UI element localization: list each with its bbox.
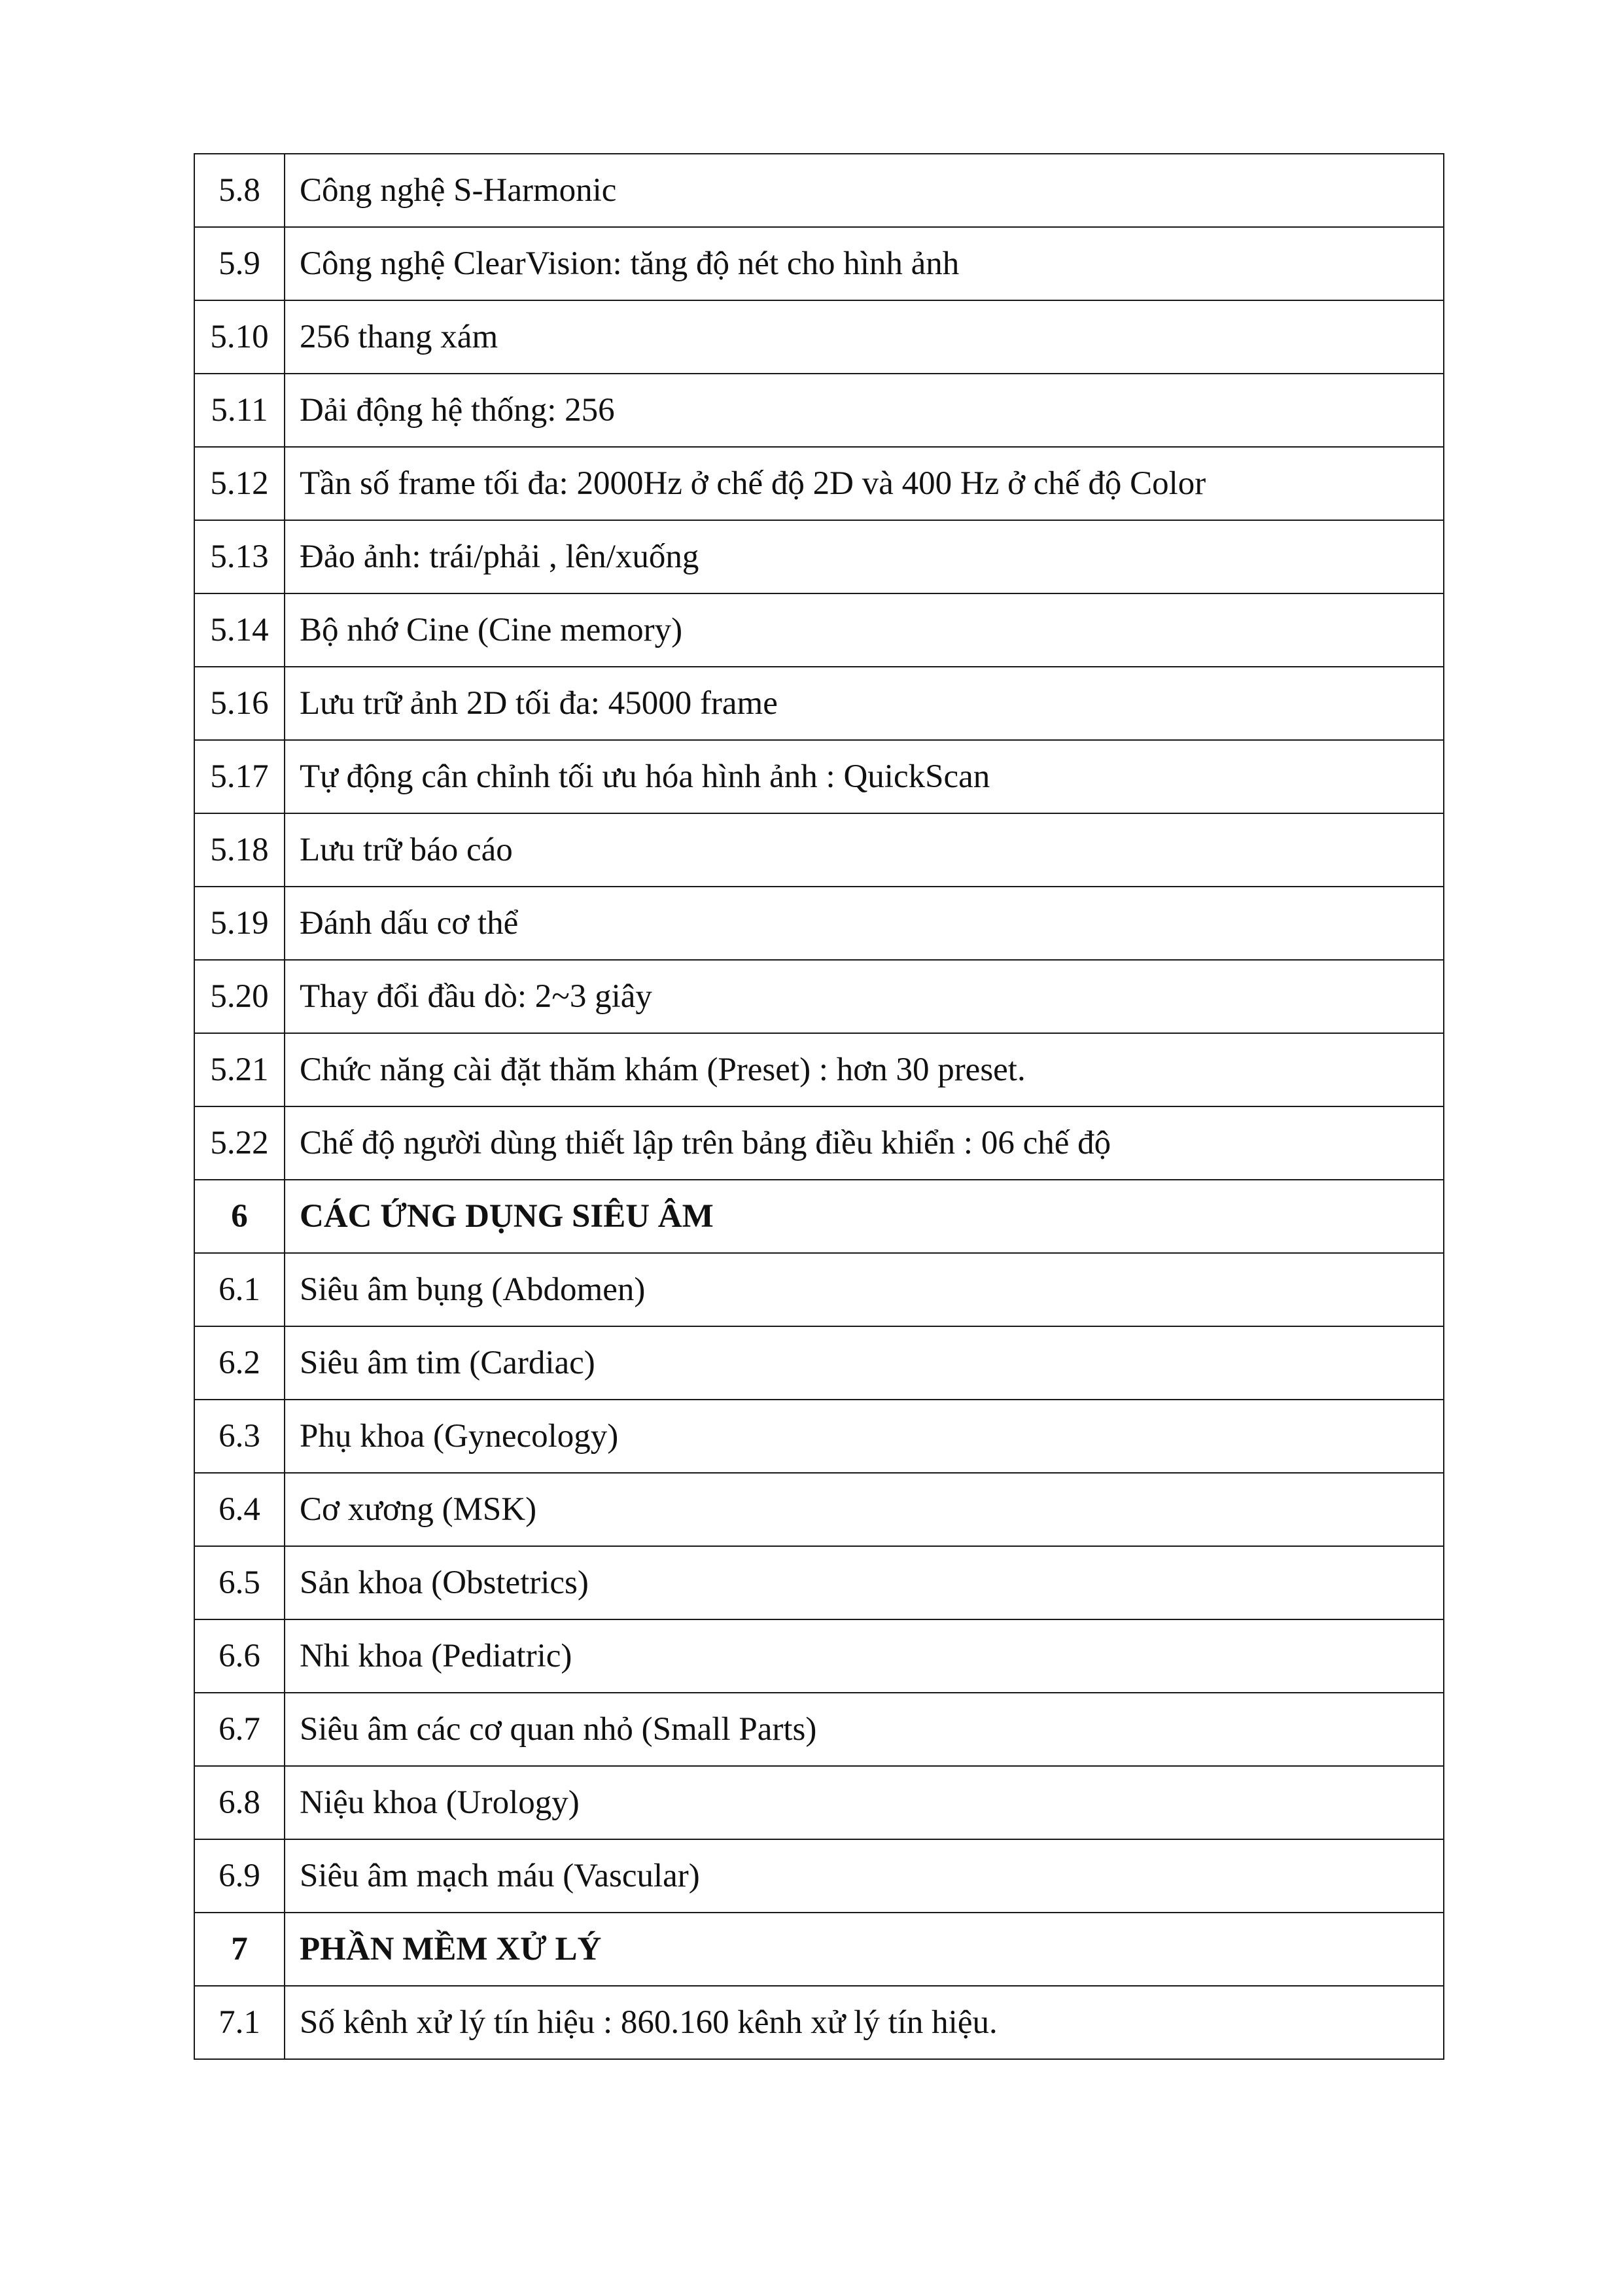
item-number: 6.1	[194, 1253, 285, 1326]
table-row	[194, 960, 1444, 1033]
table-row	[194, 1546, 1444, 1619]
item-number: 7.1	[194, 1986, 285, 2059]
item-description: Chế độ người dùng thiết lập trên bảng điều khiển : 06 chế độ	[285, 1106, 1444, 1180]
table-row	[194, 1619, 1444, 1693]
table-row	[194, 447, 1444, 520]
item-description: Nhi khoa (Pediatric)	[285, 1619, 1444, 1693]
item-number: 5.20	[194, 960, 285, 1033]
table-row	[194, 154, 1444, 227]
table-row	[194, 1986, 1444, 2059]
item-number: 6.6	[194, 1619, 285, 1693]
table-row	[194, 1253, 1444, 1326]
item-description: Công nghệ ClearVision: tăng độ nét cho hình ảnh	[285, 227, 1444, 300]
item-description: Tự động cân chỉnh tối ưu hóa hình ảnh : QuickScan	[285, 740, 1444, 813]
item-number: 7	[194, 1913, 285, 1986]
item-number: 5.21	[194, 1033, 285, 1106]
table-row	[194, 813, 1444, 887]
spec-table	[194, 153, 1444, 2060]
item-number: 5.22	[194, 1106, 285, 1180]
item-description: Siêu âm các cơ quan nhỏ (Small Parts)	[285, 1693, 1444, 1766]
item-number: 5.11	[194, 374, 285, 447]
item-number: 5.14	[194, 593, 285, 667]
item-number: 6	[194, 1180, 285, 1253]
item-description: Siêu âm bụng (Abdomen)	[285, 1253, 1444, 1326]
table-row	[194, 374, 1444, 447]
item-number: 6.2	[194, 1326, 285, 1400]
item-number: 5.19	[194, 887, 285, 960]
item-number: 5.18	[194, 813, 285, 887]
table-row	[194, 740, 1444, 813]
item-description: Đánh dấu cơ thể	[285, 887, 1444, 960]
item-number: 5.8	[194, 154, 285, 227]
item-number: 6.3	[194, 1400, 285, 1473]
table-row	[194, 1033, 1444, 1106]
table-row	[194, 1839, 1444, 1913]
table-row	[194, 593, 1444, 667]
item-number: 5.9	[194, 227, 285, 300]
section-header-row	[194, 1180, 1444, 1253]
table-row	[194, 520, 1444, 593]
table-row	[194, 1693, 1444, 1766]
item-number: 5.17	[194, 740, 285, 813]
item-description: Chức năng cài đặt thăm khám (Preset) : hơn 30 preset.	[285, 1033, 1444, 1106]
item-description: Đảo ảnh: trái/phải , lên/xuống	[285, 520, 1444, 593]
item-number: 6.5	[194, 1546, 285, 1619]
item-number: 5.16	[194, 667, 285, 740]
item-description: Siêu âm mạch máu (Vascular)	[285, 1839, 1444, 1913]
section-title: CÁC ỨNG DỤNG SIÊU ÂM	[285, 1180, 1444, 1253]
table-row	[194, 1473, 1444, 1546]
table-row	[194, 1400, 1444, 1473]
table-row	[194, 227, 1444, 300]
item-description: Số kênh xử lý tín hiệu : 860.160 kênh xử lý tín hiệu.	[285, 1986, 1444, 2059]
table-row	[194, 1326, 1444, 1400]
item-number: 5.12	[194, 447, 285, 520]
item-description: Siêu âm tim (Cardiac)	[285, 1326, 1444, 1400]
table-row	[194, 887, 1444, 960]
item-number: 5.13	[194, 520, 285, 593]
item-number: 6.8	[194, 1766, 285, 1839]
item-description: Thay đổi đầu dò: 2~3 giây	[285, 960, 1444, 1033]
section-header-row	[194, 1913, 1444, 1986]
item-description: 256 thang xám	[285, 300, 1444, 374]
item-description: Phụ khoa (Gynecology)	[285, 1400, 1444, 1473]
item-number: 6.7	[194, 1693, 285, 1766]
item-description: Công nghệ S-Harmonic	[285, 154, 1444, 227]
table-row	[194, 300, 1444, 374]
item-description: Bộ nhớ Cine (Cine memory)	[285, 593, 1444, 667]
item-description: Lưu trữ báo cáo	[285, 813, 1444, 887]
spec-table-body	[194, 154, 1444, 2059]
item-description: Cơ xương (MSK)	[285, 1473, 1444, 1546]
item-description: Dải động hệ thống: 256	[285, 374, 1444, 447]
table-row	[194, 1106, 1444, 1180]
item-number: 6.4	[194, 1473, 285, 1546]
table-row	[194, 1766, 1444, 1839]
item-description: Niệu khoa (Urology)	[285, 1766, 1444, 1839]
item-description: Sản khoa (Obstetrics)	[285, 1546, 1444, 1619]
item-number: 6.9	[194, 1839, 285, 1913]
table-row	[194, 667, 1444, 740]
section-title: PHẦN MỀM XỬ LÝ	[285, 1913, 1444, 1986]
item-description: Tần số frame tối đa: 2000Hz ở chế độ 2D và 400 Hz ở chế độ Color	[285, 447, 1444, 520]
item-number: 5.10	[194, 300, 285, 374]
item-description: Lưu trữ ảnh 2D tối đa: 45000 frame	[285, 667, 1444, 740]
